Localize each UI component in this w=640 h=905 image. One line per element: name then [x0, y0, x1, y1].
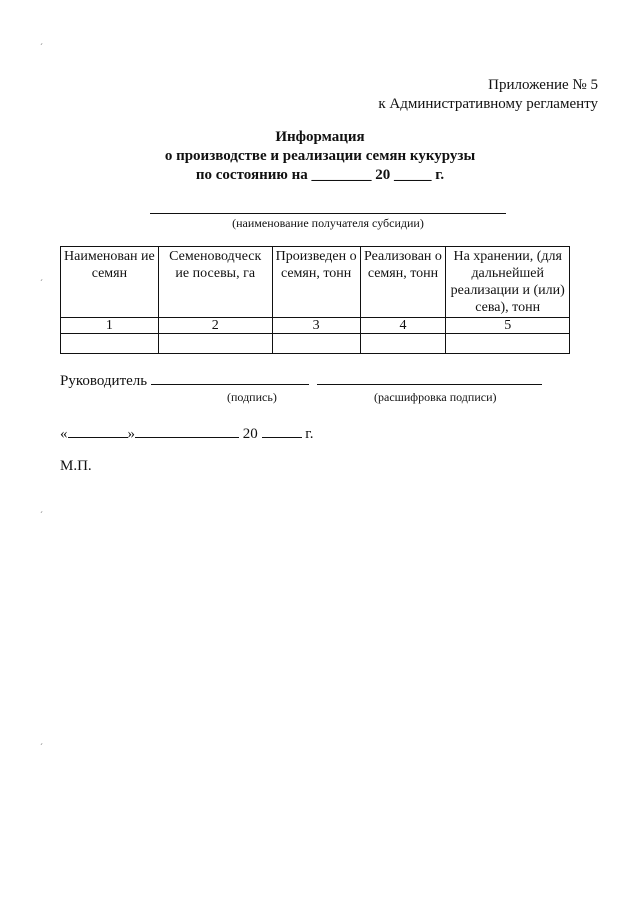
- table-cell: [360, 334, 446, 354]
- column-number: 2: [158, 318, 272, 334]
- as-of-year-blank: _____: [393, 167, 432, 183]
- scan-mark: ´: [40, 742, 43, 752]
- day-open-quote: «: [60, 426, 68, 442]
- date-row: [60, 423, 313, 443]
- column-number: 3: [272, 318, 360, 334]
- appendix-reference: [378, 76, 598, 114]
- day-close-quote: »: [127, 426, 135, 442]
- month-blank: [135, 423, 239, 438]
- table-cell: [61, 334, 159, 354]
- as-of-date-blank: ________: [311, 167, 372, 183]
- stamp-place: М.П.: [60, 458, 92, 474]
- title-line-3: [0, 166, 640, 185]
- table-header-row: [61, 247, 570, 318]
- document-title: [0, 128, 640, 185]
- appendix-line-2: к Административному регламенту: [378, 96, 598, 112]
- header-seed-name: Наименован ие семян: [61, 247, 159, 318]
- title-line-2: о производстве и реализации семян кукурузы: [164, 148, 476, 164]
- header-stored: На хранении, (для дальнейшей реализации и (или) сева), тонн: [446, 247, 570, 318]
- recipient-caption: (наименование получателя субсидии): [232, 216, 424, 230]
- signature-decoding-line: [317, 370, 542, 385]
- table-cell: [272, 334, 360, 354]
- scan-mark: ´: [40, 42, 43, 52]
- title-line-1: Информация: [275, 129, 365, 145]
- header-seed-crops: Семеноводческ ие посевы, га: [158, 247, 272, 318]
- signature-line: [151, 370, 309, 385]
- signature-caption: (подпись): [227, 390, 277, 404]
- scan-mark: ´: [40, 278, 43, 288]
- year-prefix: 20: [242, 426, 258, 442]
- column-number: 5: [446, 318, 570, 334]
- as-of-year: 20: [375, 167, 391, 183]
- column-number: 1: [61, 318, 159, 334]
- head-label: Руководитель: [60, 373, 148, 389]
- table-row: [61, 334, 570, 354]
- scan-mark: ´: [40, 510, 43, 520]
- header-produced: Произведен о семян, тонн: [272, 247, 360, 318]
- date-year-suffix: г.: [305, 426, 314, 442]
- day-blank: [68, 423, 128, 438]
- appendix-line-1: Приложение № 5: [488, 77, 598, 93]
- table-cell: [446, 334, 570, 354]
- as-of-label: по состоянию на: [195, 167, 308, 183]
- header-sold: Реализован о семян, тонн: [360, 247, 446, 318]
- table-cell: [158, 334, 272, 354]
- seed-data-table: [60, 246, 570, 354]
- signature-decoding-caption: (расшифровка подписи): [374, 390, 497, 404]
- column-number: 4: [360, 318, 446, 334]
- year-suffix: г.: [435, 167, 445, 183]
- recipient-name-line: [150, 213, 506, 214]
- year-blank: [262, 423, 302, 438]
- signature-row: [60, 370, 542, 390]
- table-number-row: [61, 318, 570, 334]
